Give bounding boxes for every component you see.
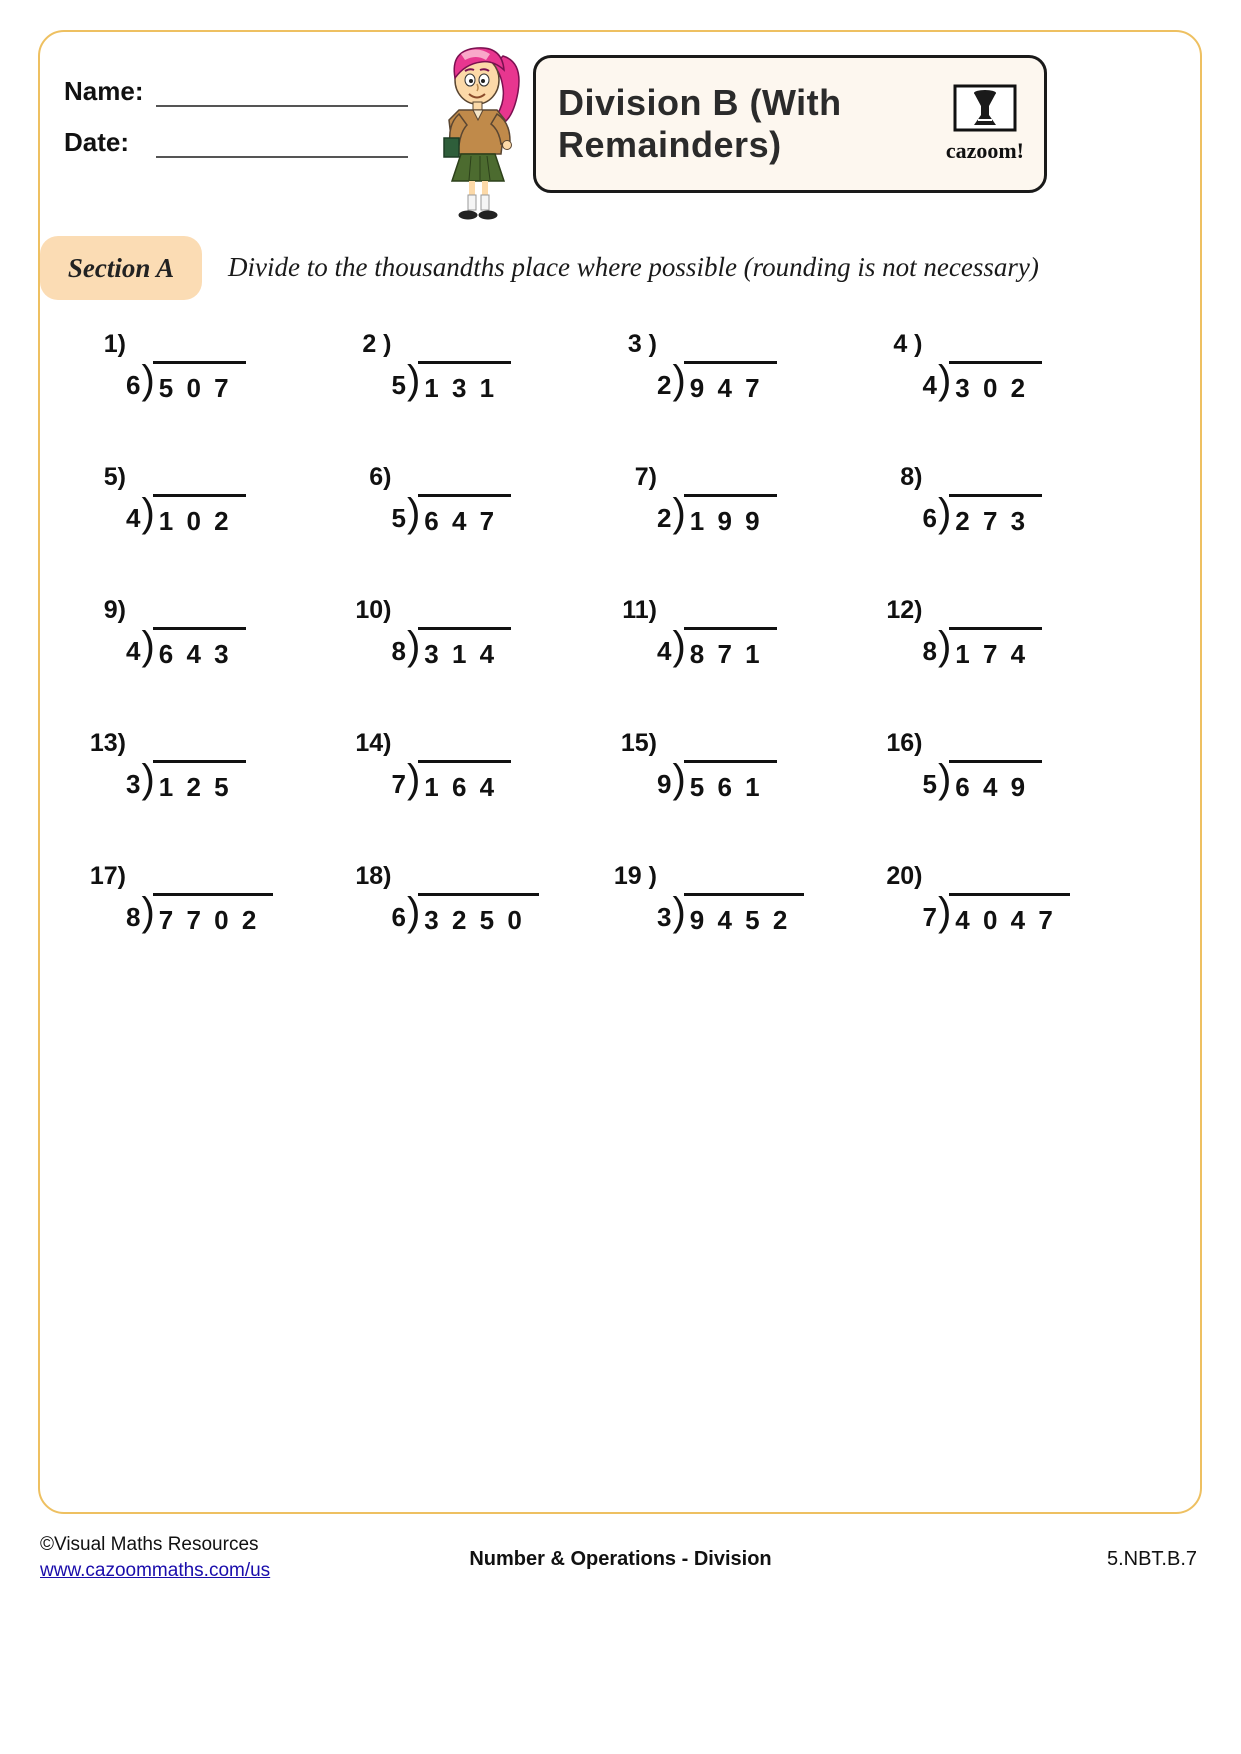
name-input-line[interactable] [156, 81, 408, 107]
division-expression [126, 757, 246, 803]
divisor: 4 [126, 503, 141, 533]
dividend: 1 2 5 [153, 760, 246, 803]
division-expression [391, 491, 512, 537]
division-problem [609, 463, 875, 596]
division-bracket-icon: ) [141, 491, 155, 535]
division-problem [875, 463, 1141, 596]
division-problem [609, 596, 875, 729]
dividend: 5 6 1 [684, 760, 777, 803]
section-a-badge [40, 236, 202, 300]
dividend: 1 7 4 [949, 627, 1042, 670]
division-problem [609, 729, 875, 862]
dividend: 9 4 5 2 [684, 893, 805, 936]
division-bracket-icon: ) [406, 890, 421, 934]
division-bracket-icon: ) [937, 890, 952, 934]
division-bracket-icon: ) [141, 757, 155, 801]
division-bracket-icon: ) [141, 890, 155, 934]
division-bracket-icon: ) [672, 358, 686, 402]
division-problem [78, 596, 344, 729]
date-input-line[interactable] [156, 132, 408, 158]
dividend: 6 4 7 [418, 494, 511, 537]
division-expression [391, 890, 539, 936]
division-problem [344, 463, 610, 596]
division-bracket-icon: ) [406, 624, 421, 668]
name-label: Name: [64, 76, 144, 106]
name-field-row [64, 76, 408, 107]
dividend: 9 4 7 [684, 361, 777, 404]
division-expression [126, 491, 246, 537]
cazoom-logo [946, 84, 1024, 164]
division-problem [609, 330, 875, 463]
problem-number: 6) [369, 463, 392, 491]
division-problem [875, 330, 1141, 463]
problem-number: 17) [89, 862, 126, 890]
dividend: 8 7 1 [684, 627, 777, 670]
divisor: 6 [391, 902, 406, 932]
section-instructions: Divide to the thousandths place where possible (rounding is not necessary) [228, 252, 1039, 282]
divisor: 2 [657, 370, 672, 400]
divisor: 8 [391, 636, 406, 666]
division-expression [657, 358, 777, 404]
division-expression [126, 624, 246, 670]
division-expression [391, 358, 512, 404]
division-expression [922, 358, 1043, 404]
division-bracket-icon: ) [141, 358, 155, 402]
dividend: 1 3 1 [418, 361, 511, 404]
problem-number: 9) [103, 596, 126, 624]
division-bracket-icon: ) [937, 358, 952, 402]
dividend: 3 0 2 [949, 361, 1042, 404]
problems-grid [78, 330, 1140, 995]
division-expression [657, 890, 804, 936]
problem-number: 18) [355, 862, 392, 890]
division-bracket-icon: ) [406, 358, 421, 402]
divisor: 5 [391, 370, 406, 400]
problem-number: 11) [622, 596, 657, 624]
division-problem [78, 330, 344, 463]
girl-illustration-icon [425, 38, 535, 228]
division-bracket-icon: ) [141, 624, 155, 668]
dividend: 5 0 7 [153, 361, 246, 404]
division-problem [344, 862, 610, 995]
division-bracket-icon: ) [672, 757, 686, 801]
division-bracket-icon: ) [672, 491, 686, 535]
problem-number: 16) [886, 729, 923, 757]
cazoom-logo-text: cazoom! [945, 138, 1024, 163]
division-problem [344, 596, 610, 729]
divisor: 2 [657, 503, 672, 533]
division-problem [78, 729, 344, 862]
divisor: 9 [657, 769, 672, 799]
problem-number: 15) [620, 729, 657, 757]
division-problem [344, 729, 610, 862]
problem-number: 12) [886, 596, 923, 624]
footer-copyright: ©Visual Maths Resources [40, 1534, 259, 1555]
footer-website-link[interactable]: www.cazoommaths.com/us [40, 1559, 271, 1581]
problem-number: 5) [103, 463, 126, 491]
divisor: 7 [922, 902, 937, 932]
problem-number: 2 ) [362, 330, 392, 358]
division-expression [391, 624, 512, 670]
divisor: 4 [657, 636, 672, 666]
dividend: 6 4 9 [949, 760, 1042, 803]
cazoom-drum-icon [953, 84, 1017, 132]
dividend: 6 4 3 [153, 627, 246, 670]
student-info-block [64, 76, 408, 178]
division-problem [344, 330, 610, 463]
division-expression [657, 491, 777, 537]
date-label: Date: [64, 127, 130, 157]
divisor: 5 [391, 503, 406, 533]
division-expression [922, 757, 1043, 803]
division-bracket-icon: ) [672, 624, 686, 668]
girl-cartoon-illustration [425, 38, 535, 233]
date-field-row [64, 127, 408, 158]
dividend: 2 7 3 [949, 494, 1042, 537]
division-expression [126, 890, 273, 936]
divisor: 4 [126, 636, 141, 666]
problem-number: 8) [900, 463, 923, 491]
problem-number: 13) [89, 729, 126, 757]
division-bracket-icon: ) [406, 757, 421, 801]
divisor: 3 [126, 769, 141, 799]
problem-number: 7) [634, 463, 657, 491]
problem-number: 3 ) [627, 330, 657, 358]
division-bracket-icon: ) [406, 491, 421, 535]
dividend: 3 1 4 [418, 627, 511, 670]
division-expression [391, 757, 512, 803]
division-problem [875, 862, 1141, 995]
problem-number: 10) [355, 596, 392, 624]
divisor: 4 [922, 370, 937, 400]
problem-number: 1) [103, 330, 126, 358]
division-expression [922, 890, 1070, 936]
footer-standard-code: 5.NBT.B.7 [1106, 1548, 1197, 1570]
dividend: 4 0 4 7 [949, 893, 1070, 936]
divisor: 6 [126, 370, 141, 400]
section-a-label: Section A [67, 252, 175, 283]
division-bracket-icon: ) [937, 624, 952, 668]
worksheet-title-box [533, 55, 1047, 193]
division-expression [657, 624, 777, 670]
division-expression [126, 358, 246, 404]
problem-number: 20) [886, 862, 923, 890]
dividend: 1 0 2 [153, 494, 246, 537]
division-problem [875, 596, 1141, 729]
divisor: 8 [922, 636, 937, 666]
division-problem [609, 862, 875, 995]
divisor: 6 [922, 503, 937, 533]
problem-number: 4 ) [893, 330, 923, 358]
division-bracket-icon: ) [937, 757, 952, 801]
division-bracket-icon: ) [672, 890, 686, 934]
division-problem [875, 729, 1141, 862]
division-bracket-icon: ) [937, 491, 952, 535]
divisor: 5 [922, 769, 937, 799]
problem-number: 14) [355, 729, 392, 757]
divisor: 8 [126, 902, 141, 932]
division-expression [922, 624, 1043, 670]
divisor: 7 [391, 769, 406, 799]
dividend: 3 2 5 0 [418, 893, 539, 936]
division-expression [657, 757, 777, 803]
divisor: 3 [657, 902, 672, 932]
dividend: 1 9 9 [684, 494, 777, 537]
division-problem [78, 862, 344, 995]
dividend: 7 7 0 2 [153, 893, 274, 936]
page-title: Division B (With Remainders) [558, 81, 842, 165]
division-problem [78, 463, 344, 596]
division-expression [922, 491, 1043, 537]
footer-topic: Number & Operations - Division [469, 1548, 772, 1570]
problem-number: 19 ) [613, 862, 657, 890]
dividend: 1 6 4 [418, 760, 511, 803]
